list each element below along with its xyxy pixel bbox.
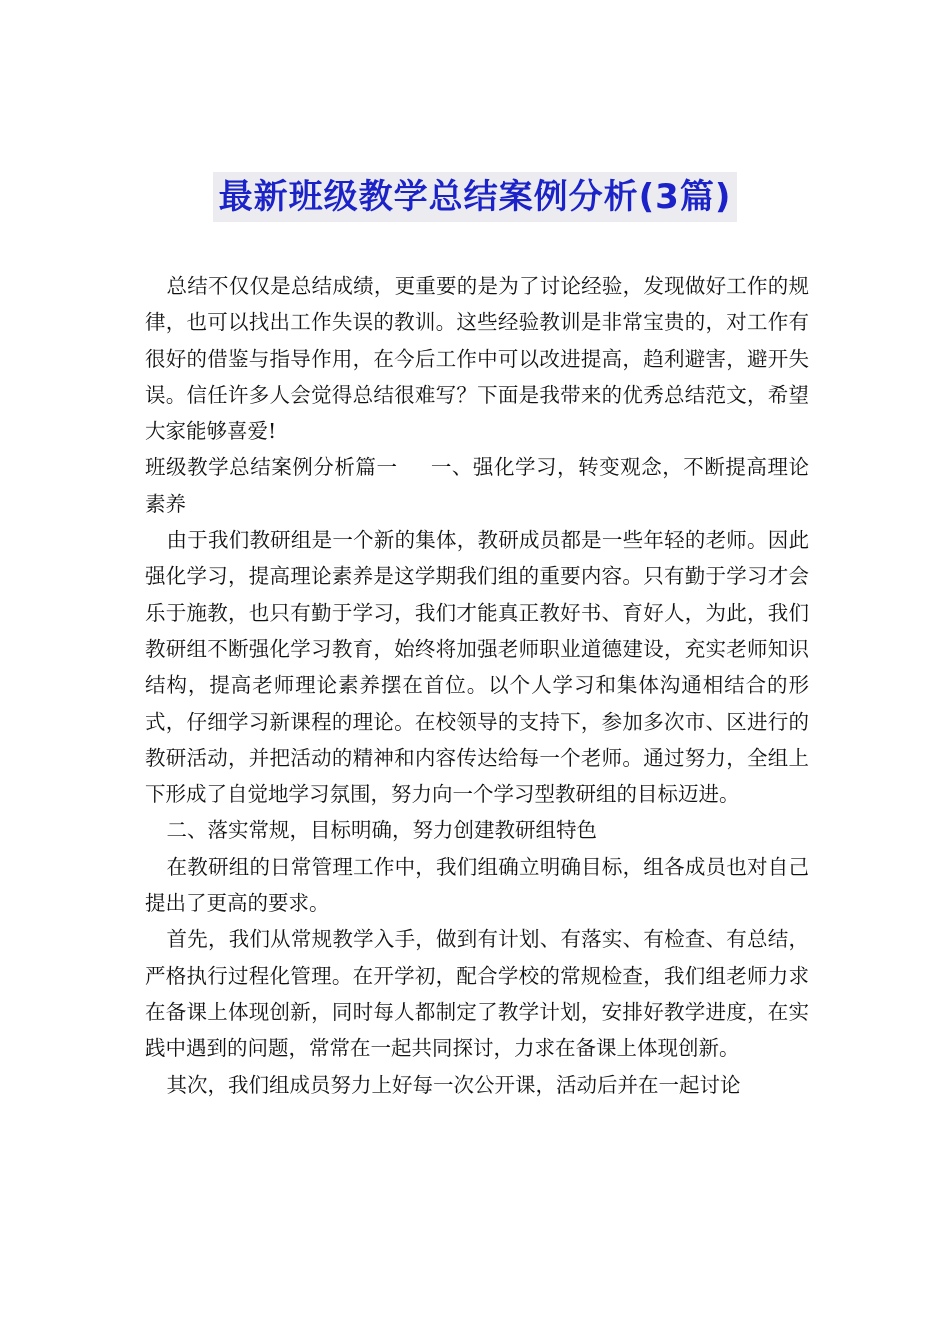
section1-title: 班级教学总结案例分析篇一 bbox=[145, 455, 398, 480]
title-container bbox=[0, 172, 950, 222]
intro-paragraph: 总结不仅仅是总结成绩，更重要的是为了讨论经验，发现做好工作的规律，也可以找出工作失误的教训。这些经验教训是非常宝贵的，对工作有很好的借鉴与指导作用，在今后工作中可以改进提高，趋利避害，避开失误。信任许多人会觉得总结很难写？下面是我带来的优秀总结范文，希望大家能够喜爱! bbox=[145, 274, 809, 444]
heading-2: 二、落实常规，目标明确，努力创建教研组特色 bbox=[166, 818, 598, 843]
paragraph-1: 由于我们教研组是一个新的集体，教研成员都是一些年轻的老师。因此强化学习，提高理论素养是这学期我们组的重要内容。只有勤于学习才会乐于施教，也只有勤于学习，我们才能真正教好书、育好人，为此，我们教研组不断强化学习教育，始终将加强老师职业道德建设，充实老师知识结构，提高老师理论素养摆在首位。以个人学习和集体沟通相结合的形式，仔细学习新课程的理论。在校领导的支持下，参加多次市、区进行的教研活动，并把活动的精神和内容传达给每一个老师。通过努力，全组上下形成了自觉地学习氛围，努力向一个学习型教研组的目标迈进。 bbox=[145, 528, 809, 807]
section1-heading-line bbox=[145, 449, 809, 522]
document-title: 最新班级教学总结案例分析(3篇) bbox=[213, 172, 738, 222]
document-body bbox=[145, 268, 809, 1103]
section1-heading: 一、强化学习，转变观念，不断提高理论素养 bbox=[145, 455, 810, 516]
paragraph-3: 首先，我们从常规教学入手，做到有计划、有落实、有检查、有总结，严格执行过程化管理。在开学初，配合学校的常规检查，我们组老师力求在备课上体现创新，同时每人都制定了教学计划，安排好教学进度，在实践中遇到的问题，常常在一起共同探讨，力求在备课上体现创新。 bbox=[145, 927, 809, 1061]
paragraph-4: 其次，我们组成员努力上好每一次公开课，活动后并在一起讨论 bbox=[166, 1072, 741, 1097]
paragraph-2: 在教研组的日常管理工作中，我们组确立明确目标，组各成员也对自己提出了更高的要求。 bbox=[145, 854, 809, 916]
